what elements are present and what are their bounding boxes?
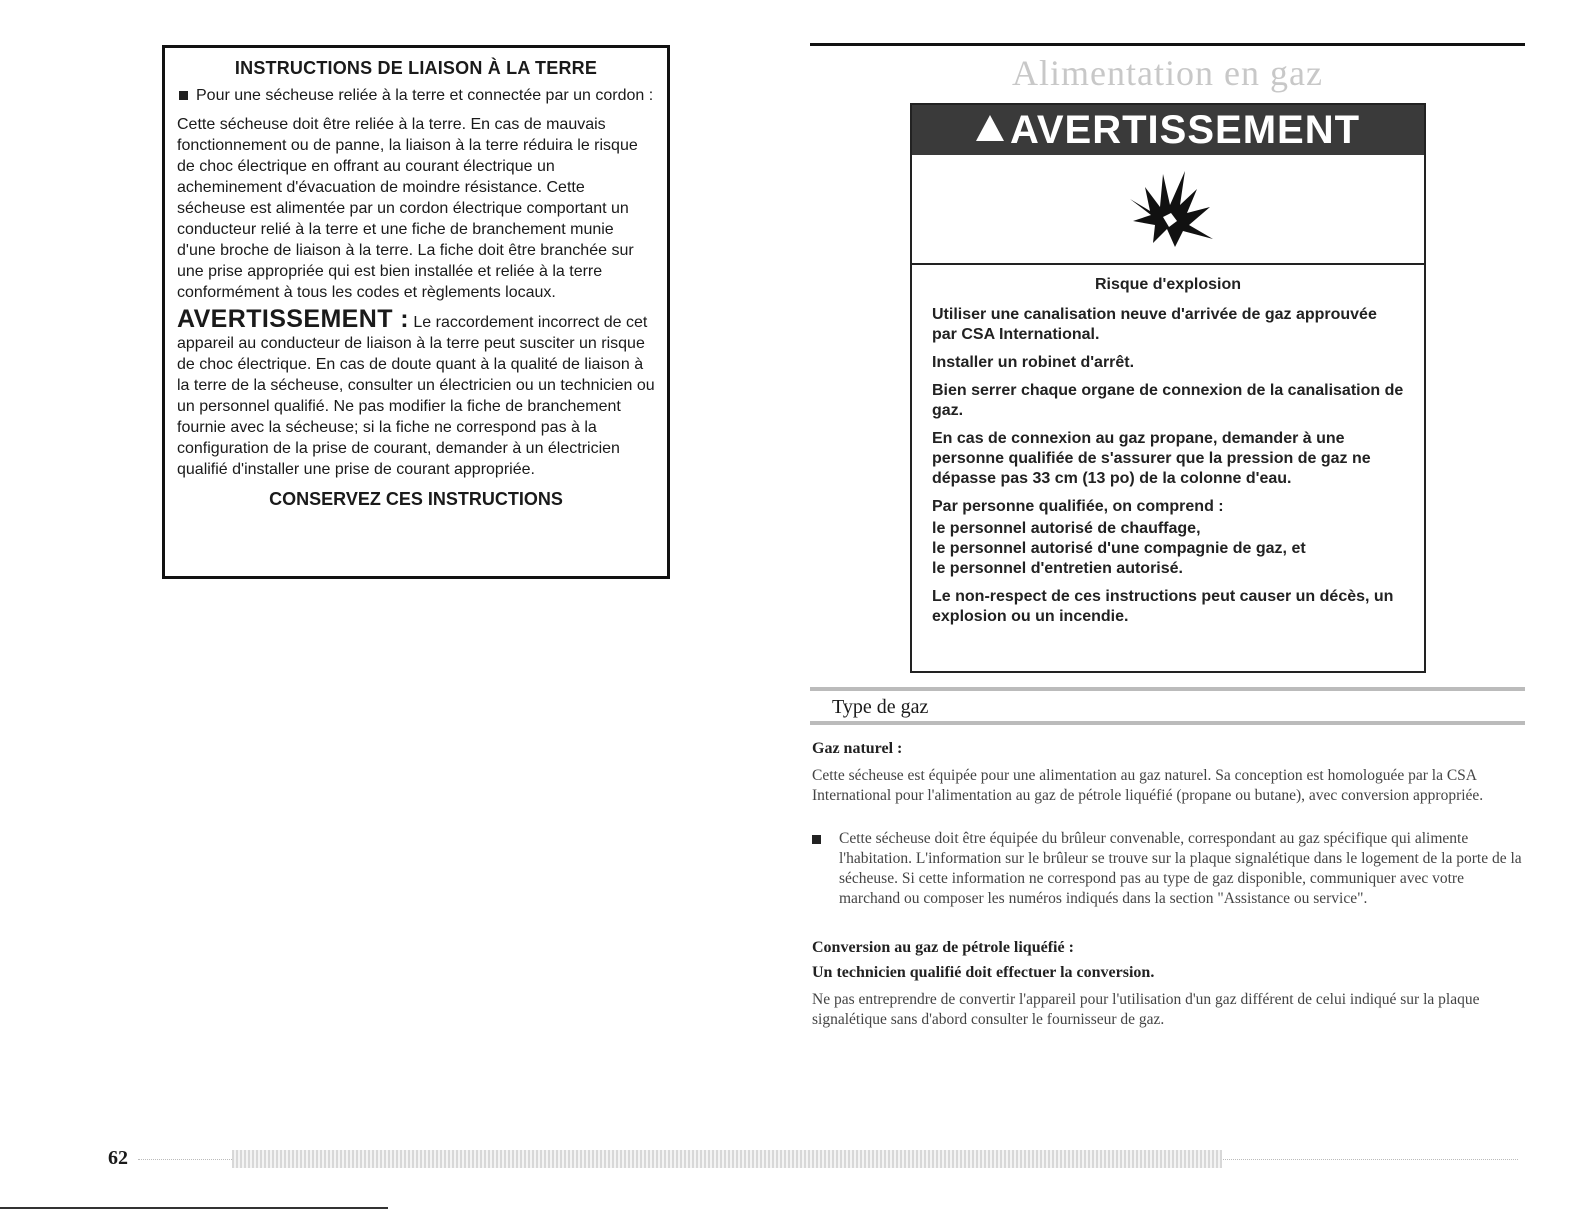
warn-line: le personnel d'entretien autorisé. — [932, 560, 1183, 577]
grounding-warning — [177, 305, 655, 480]
grounding-paragraph: Cette sécheuse doit être reliée à la terre. En cas de mauvais fonctionnement ou de panne, la liaison à la terre réduira le risque de choc électrique en offrant au courant électrique un acheminement d'évacuation de moindre résistance. Cette sécheuse est alimentée par un cordon électrique comportant un conducteur relié à la terre et une fiche de branchement munie d'une broche de liaison à la terre. La fiche doit être branchée sur une prise appropriée qui est bien installée et reliée à la terre conformément à tous les codes et règlements locaux. — [177, 116, 638, 301]
warning-header-text: AVERTISSEMENT — [1009, 107, 1361, 152]
bullet-square-icon — [812, 835, 821, 844]
warn-line: En cas de connexion au gaz propane, demander à une personne qualifiée de s'assurer que la pression de gaz ne dépasse pas 33 cm (13 po) de la colonne d'eau. — [932, 430, 1371, 487]
warning-label: AVERTISSEMENT : — [177, 305, 409, 333]
bullet-square-icon — [179, 91, 188, 100]
warn-line: Utiliser une canalisation neuve d'arrivée de gaz approuvée par CSA International. — [932, 306, 1377, 343]
explosion-warning-box — [910, 103, 1426, 673]
warn-line: Installer un robinet d'arrêt. — [932, 354, 1135, 371]
conserve-instructions: CONSERVEZ CES INSTRUCTIONS — [269, 489, 563, 509]
footer-bar — [232, 1150, 1222, 1168]
conversion-text: Ne pas entreprendre de convertir l'appareil pour l'utilisation d'un gaz différent de celui indiqué sur la plaque signalétique sans d'abord consulter le fournisseur de gaz. — [812, 991, 1480, 1028]
warning-text: Le raccordement incorrect de cet appareil au conducteur de liaison à la terre peut susciter un risque de choc électrique. En cas de doute quant à la qualité de liaison à la terre de la sécheuse, consulter un électricien ou un technicien ou un personnel qualifié. Ne pas modifier la fiche de branchement fournie avec la sécheuse; si la fiche ne correspond pas à la configuration de la prise de courant, demander à un électricien qualifié d'installer une prise de courant appropriée. — [177, 314, 655, 478]
top-rule — [810, 43, 1525, 46]
burner-bullet — [812, 829, 1524, 909]
burner-bullet-text: Cette sécheuse doit être équipée du brûleur convenable, correspondant au gaz spécifique qui alimente l'habitation. L'information sur le brûleur se trouve sur la plaque signalétique dans le logement de la porte de la sécheuse. Si cette information ne correspond pas au type de gaz disponible, communiquer avec votre marchand ou composer les numéros indiqués dans la section "Assistance ou service". — [839, 830, 1522, 907]
natural-gas-text: Cette sécheuse est équipée pour une alimentation au gaz naturel. Sa conception est homologuée par la CSA International pour l'alimentation au gaz de pétrole liquéfié (propane ou butane), avec conversion appropriée. — [812, 767, 1484, 804]
warn-line: le personnel autorisé de chauffage, — [932, 520, 1201, 537]
bottom-rule — [0, 1207, 388, 1209]
warning-header — [912, 105, 1424, 155]
warn-line: le personnel autorisé d'une compagnie de gaz, et — [932, 540, 1306, 557]
explosion-icon — [1125, 169, 1215, 249]
page-number: 62 — [108, 1147, 128, 1169]
technician-heading: Un technicien qualifié doit effectuer la conversion. — [812, 964, 1155, 981]
warn-line: Bien serrer chaque organe de connexion de la canalisation de gaz. — [932, 382, 1404, 419]
risk-title: Risque d'explosion — [1094, 276, 1242, 293]
explosion-icon-area — [912, 155, 1424, 265]
warning-body — [932, 275, 1404, 635]
warning-triangle-icon — [976, 115, 1004, 141]
type-heading: Type de gaz — [832, 696, 929, 718]
section-title: Alimentation en gaz — [1012, 53, 1323, 93]
warn-line: Par personne qualifiée, on comprend : — [932, 498, 1224, 515]
divider — [810, 721, 1525, 725]
natural-gas-heading: Gaz naturel : — [812, 740, 903, 757]
grounding-title: INSTRUCTIONS DE LIAISON À LA TERRE — [234, 58, 598, 78]
conversion-heading: Conversion au gaz de pétrole liquéfié : — [812, 939, 1074, 956]
grounding-instructions-box — [162, 45, 670, 579]
divider — [810, 687, 1525, 691]
grounding-bullet — [177, 85, 655, 106]
warn-line: Le non-respect de ces instructions peut causer un décès, un explosion ou un incendie. — [932, 588, 1394, 625]
grounding-bullet-text: Pour une sécheuse reliée à la terre et connectée par un cordon : — [196, 87, 654, 104]
